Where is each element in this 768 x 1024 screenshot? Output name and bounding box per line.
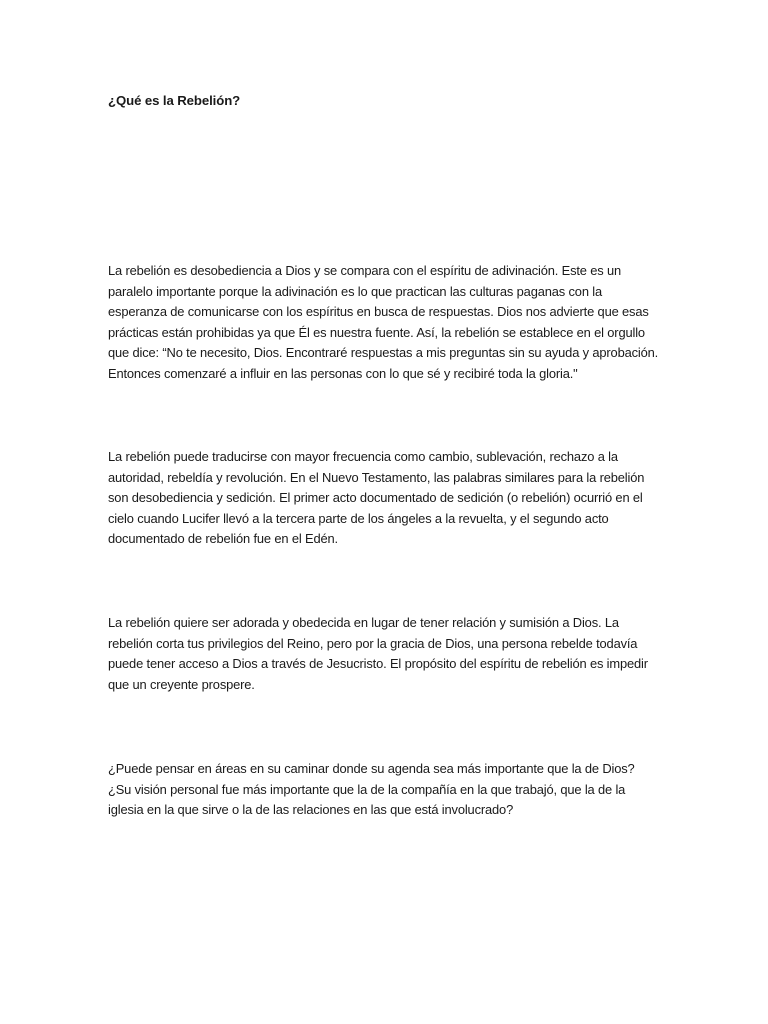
paragraph-4: ¿Puede pensar en áreas en su caminar donde su agenda sea más importante que la de Dios? ¿Su visión personal fue más importante que la de la compañía en la que trabajó, que la de la iglesia en la que sirve o la de las relaciones en las que está involucrado? [108, 761, 635, 818]
paragraph-3: La rebelión quiere ser adorada y obedecida en lugar de tener relación y sumisión a Dios. La rebelión corta tus privilegios del Reino, pero por la gracia de Dios, una persona rebelde todavía puede tener acceso a Dios a través de Jesucristo. El propósito del espíritu de rebelión es impedir que un creyente prospere. [108, 615, 648, 692]
paragraph-1: La rebelión es desobediencia a Dios y se compara con el espíritu de adivinación. Este es un paralelo importante porque la adivinación es lo que practican las culturas paganas con la esperanza de comunicarse con los espíritus en busca de respuestas. Dios nos advierte que esas prácticas están prohibidas ya que Él es nuestra fuente. Así, la rebelión se establece en el orgullo que dice: “No te necesito, Dios. Encontraré respuestas a mis preguntas sin su ayuda y aprobación. Entonces comenzaré a influir en las personas con lo que sé y recibiré toda la gloria." [108, 263, 659, 381]
document-title: ¿Qué es la Rebelión? [108, 93, 241, 108]
paragraph-2: La rebelión puede traducirse con mayor frecuencia como cambio, sublevación, rechazo a la autoridad, rebeldía y revolución. En el Nuevo Testamento, las palabras similares para la rebelión son desobediencia y sedición. El primer acto documentado de sedición (o rebelión) ocurrió en el cielo cuando Lucifer llevó a la tercera parte de los ángeles a la revuelta, y el segundo acto documentado de rebelión fue en el Edén. [108, 449, 645, 547]
